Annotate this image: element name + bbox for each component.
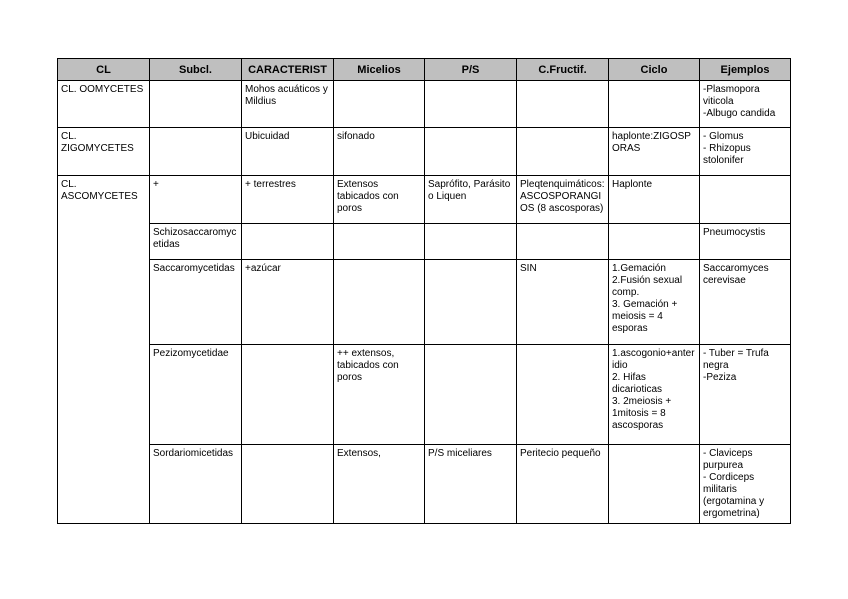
cell-ciclo — [609, 260, 700, 345]
cell-subcl — [150, 128, 242, 176]
cell-cl: CL. OOMYCETES — [58, 81, 150, 128]
cycle-step: 2. Hifas dicarioticas — [612, 372, 663, 395]
cell-caracterist: Mohos acuáticos y Mildius — [242, 81, 334, 128]
cell-ciclo — [609, 81, 700, 128]
cell-caracterist — [242, 224, 334, 260]
example-item: - Tuber = Trufa negra — [703, 348, 769, 371]
cycle-step: 1.ascogonio+anteridio — [612, 348, 695, 371]
cycle-step: 3. Gemación + meiosis = 4 esporas — [612, 299, 678, 334]
cell-ciclo: haplonte:ZIGOSPORAS — [609, 128, 700, 176]
cell-subcl: Sordariomicetidas — [150, 445, 242, 524]
cycle-step: 2.Fusión sexual comp. — [612, 275, 683, 298]
example-item: -Peziza — [703, 372, 737, 383]
cell-ps — [425, 345, 517, 445]
cell-ejemplos — [700, 128, 791, 176]
fungi-classification-table — [57, 58, 791, 524]
header-ciclo: Ciclo — [609, 59, 700, 81]
cell-cfructif — [517, 81, 609, 128]
table-header-row — [58, 59, 791, 81]
cycle-step: 3. 2meiosis + 1mitosis = 8 ascosporas — [612, 396, 672, 431]
cell-ps — [425, 260, 517, 345]
cell-ps — [425, 128, 517, 176]
header-subcl: Subcl. — [150, 59, 242, 81]
cell-caracterist — [242, 345, 334, 445]
table-row — [58, 445, 791, 524]
example-item: -Plasmopora viticola — [703, 84, 760, 107]
table-row — [58, 176, 791, 224]
header-caracterist: CARACTERIST — [242, 59, 334, 81]
cell-ejemplos — [700, 345, 791, 445]
cell-cl: CL. ASCOMYCETES — [58, 176, 150, 524]
cell-micelios: Extensos, — [334, 445, 425, 524]
cell-ps — [425, 224, 517, 260]
cycle-step: 1.Gemación — [612, 263, 666, 274]
cell-cfructif: SIN — [517, 260, 609, 345]
cell-ps: P/S miceliares — [425, 445, 517, 524]
cell-cfructif — [517, 224, 609, 260]
cell-cfructif — [517, 128, 609, 176]
table-row — [58, 345, 791, 445]
cell-subcl: + — [150, 176, 242, 224]
cell-ciclo — [609, 224, 700, 260]
table-row — [58, 224, 791, 260]
header-ps: P/S — [425, 59, 517, 81]
cell-caracterist: + terrestres — [242, 176, 334, 224]
example-item: - Rhizopus stolonifer — [703, 143, 751, 166]
cell-cfructif — [517, 345, 609, 445]
header-cfructif: C.Fructif. — [517, 59, 609, 81]
cell-subcl: Saccaromycetidas — [150, 260, 242, 345]
table-row — [58, 128, 791, 176]
cell-ejemplos — [700, 445, 791, 524]
cell-ps — [425, 81, 517, 128]
cell-subcl: Schizosaccaromycetidas — [150, 224, 242, 260]
cell-ejemplos — [700, 81, 791, 128]
cell-micelios: ++ extensos, tabicados con poros — [334, 345, 425, 445]
header-cl: CL — [58, 59, 150, 81]
example-item: - Glomus — [703, 131, 744, 142]
cell-ps: Saprófito, Parásito o Liquen — [425, 176, 517, 224]
cell-micelios — [334, 260, 425, 345]
cell-ciclo — [609, 445, 700, 524]
cell-subcl — [150, 81, 242, 128]
cell-micelios: Extensos tabicados con poros — [334, 176, 425, 224]
cell-cl: CL. ZIGOMYCETES — [58, 128, 150, 176]
cell-cfructif: Pleqtenquimáticos: ASCOSPORANGIOS (8 ascosporas) — [517, 176, 609, 224]
table-row — [58, 260, 791, 345]
example-item: - Claviceps purpurea — [703, 448, 753, 471]
cell-micelios — [334, 81, 425, 128]
cell-ciclo: Haplonte — [609, 176, 700, 224]
cell-ejemplos — [700, 176, 791, 224]
cell-caracterist — [242, 445, 334, 524]
table-row — [58, 81, 791, 128]
header-ejemplos: Ejemplos — [700, 59, 791, 81]
cell-cfructif: Peritecio pequeño — [517, 445, 609, 524]
cell-caracterist: +azúcar — [242, 260, 334, 345]
cell-subcl: Pezizomycetidae — [150, 345, 242, 445]
cell-micelios: sifonado — [334, 128, 425, 176]
cell-ciclo — [609, 345, 700, 445]
cell-ejemplos: Pneumocystis — [700, 224, 791, 260]
cell-micelios — [334, 224, 425, 260]
cell-ejemplos: Saccaromyces cerevisae — [700, 260, 791, 345]
example-item: - Cordiceps militaris (ergotamina y ergometrina) — [703, 472, 765, 519]
header-micelios: Micelios — [334, 59, 425, 81]
example-item: -Albugo candida — [703, 108, 776, 119]
cell-caracterist: Ubicuidad — [242, 128, 334, 176]
